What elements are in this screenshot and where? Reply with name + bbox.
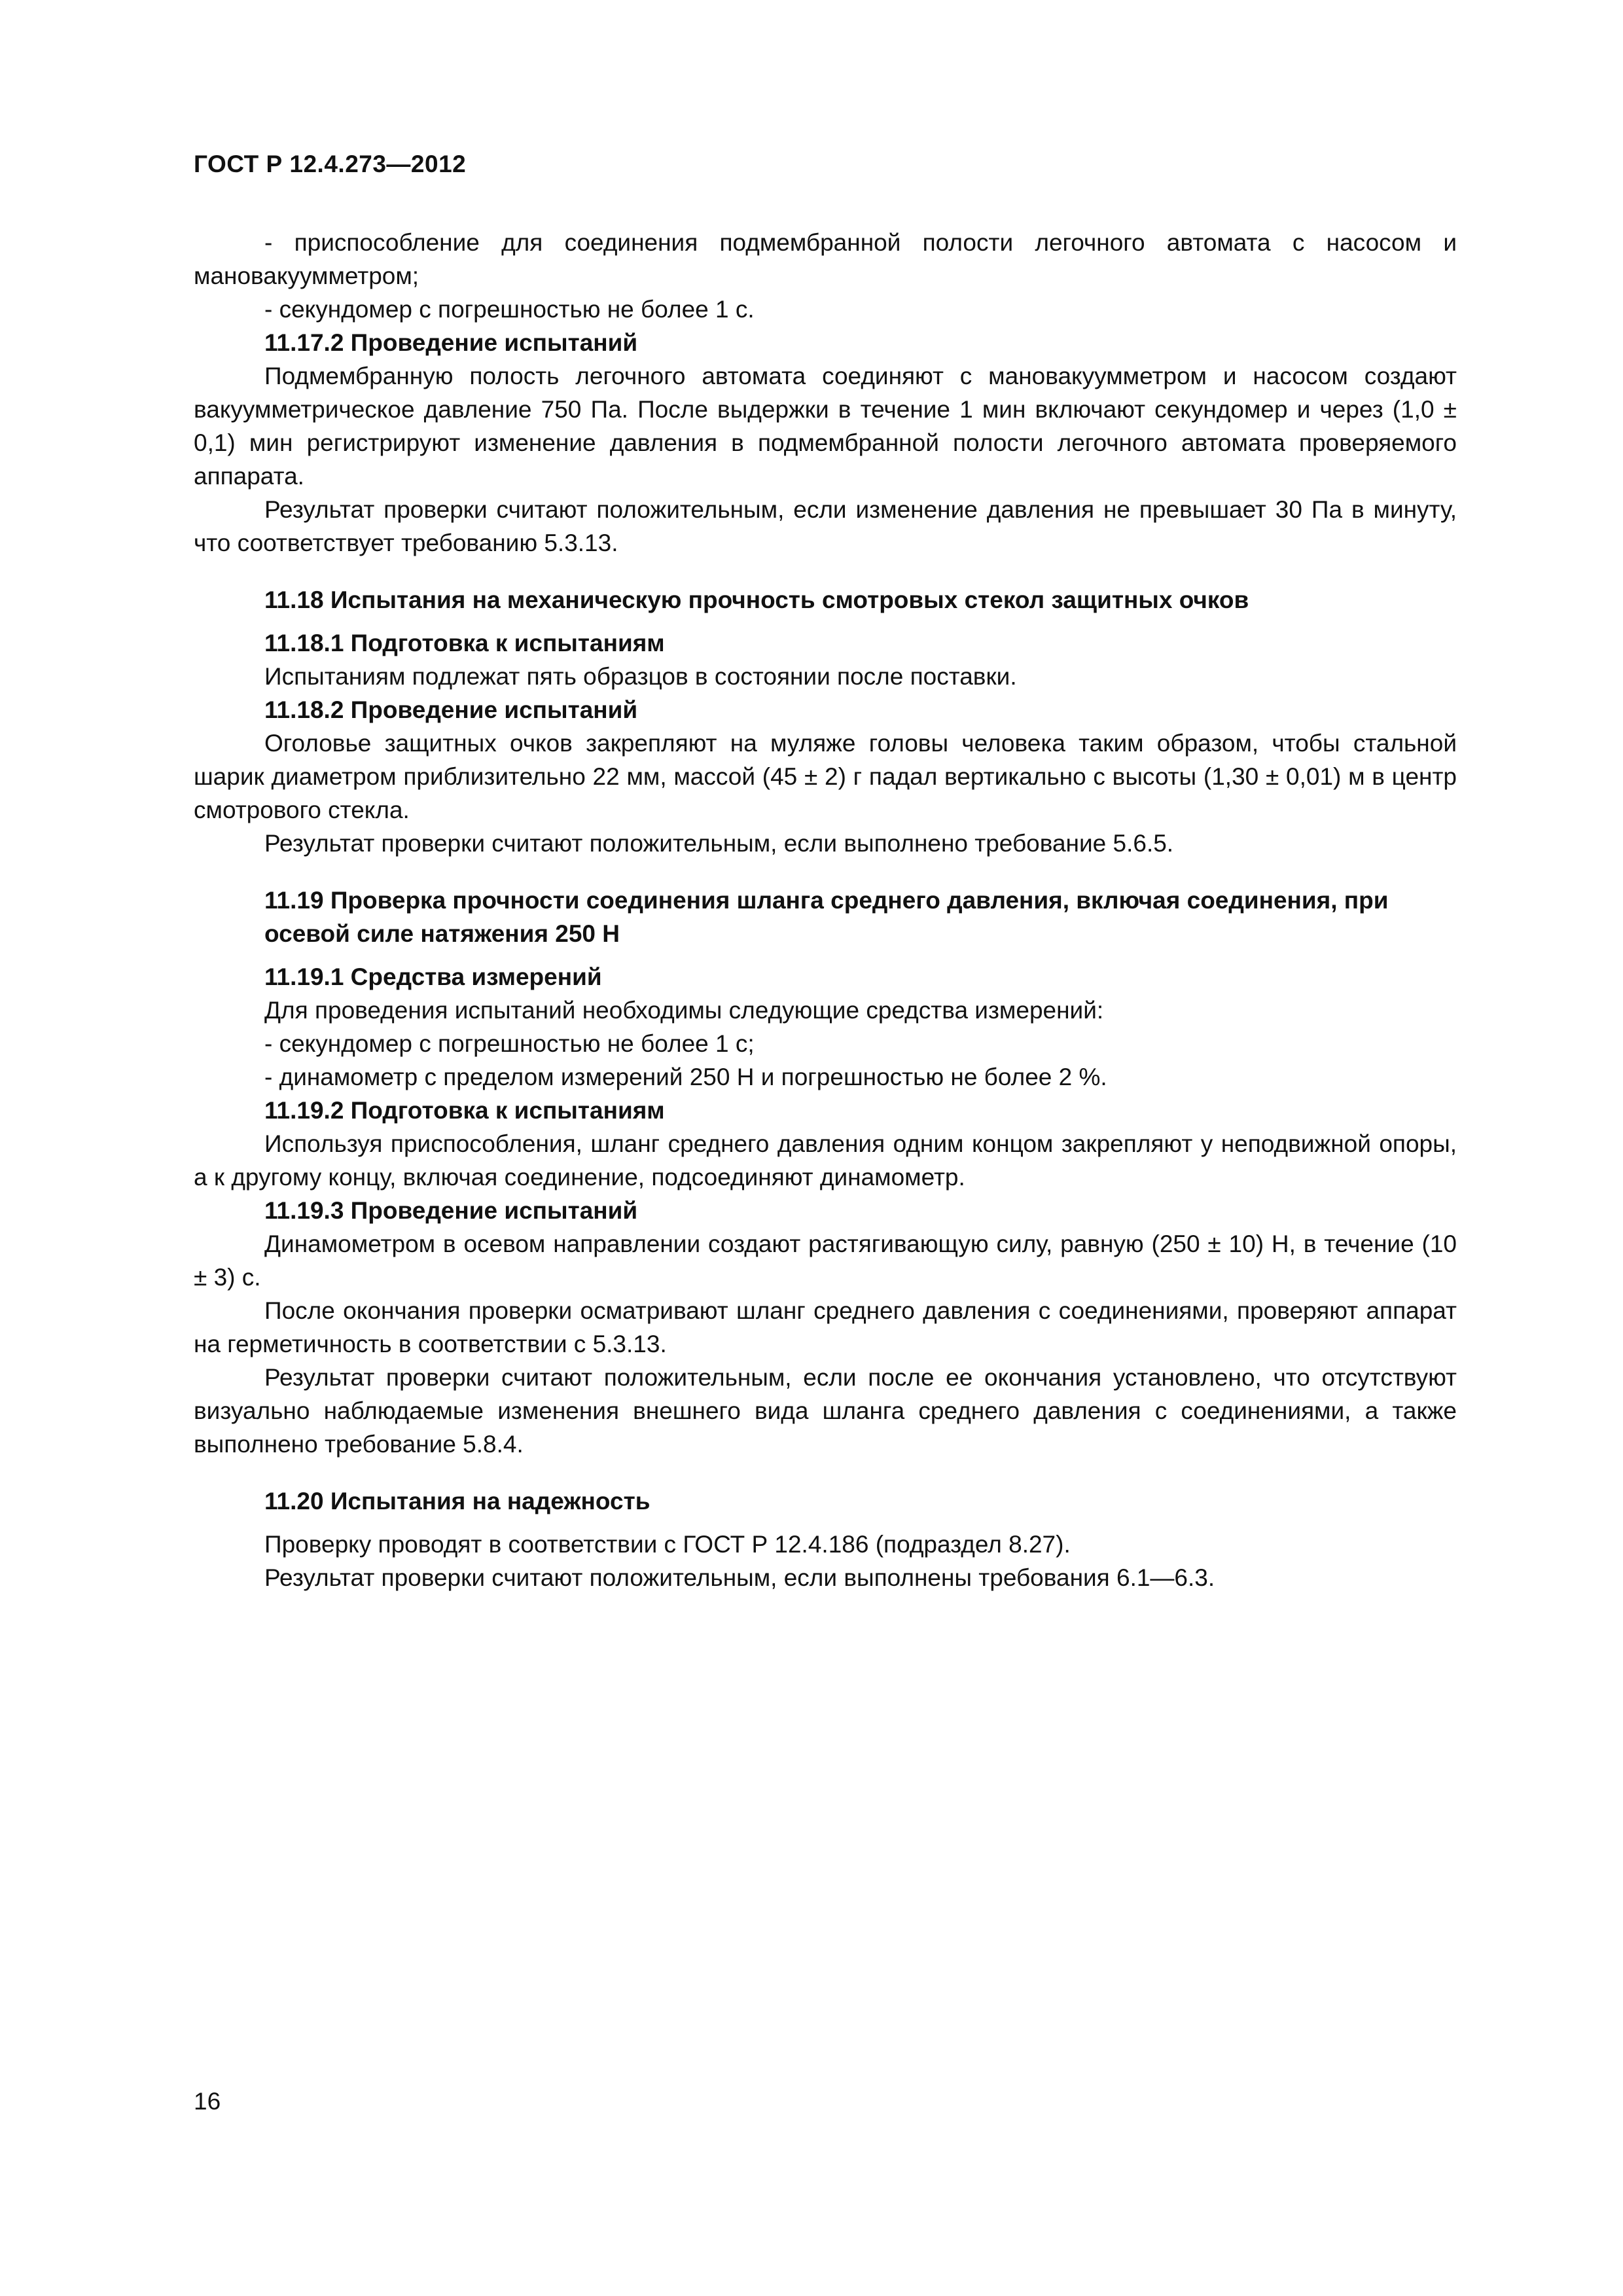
subsection-heading: 11.19.2 Подготовка к испытаниям [264,1097,665,1124]
paragraph: После окончания проверки осматривают шланг среднего давления с соединениями, проверяют аппарат на герметичность в соответствии с 5.3.13. [194,1297,1457,1357]
page-number: 16 [194,2088,221,2115]
paragraph: Динамометром в осевом направлении создают растягивающую силу, равную (250 ± 10) Н, в течение (10 ± 3) с. [194,1230,1457,1291]
subsection-heading: 11.17.2 Проведение испытаний [264,329,638,356]
paragraph: Испытаниям подлежат пять образцов в состоянии после поставки. [264,663,1017,690]
paragraph: Результат проверки считают положительным, если изменение давления не превышает 30 Па в минуту, что соответствует требованию 5.3.13. [194,496,1457,556]
paragraph: Проверку проводят в соответствии с ГОСТ Р 12.4.186 (подраздел 8.27). [264,1531,1071,1558]
document-body [194,226,1457,1594]
paragraph: Оголовье защитных очков закрепляют на муляже головы человека таким образом, чтобы стальной шарик диаметром приблизительно 22 мм, массой (45 ± 2) г падал вертикально с высоты (1,30 ± 0,01) м в центр смотрового стекла. [194,730,1457,823]
paragraph: Используя приспособления, шланг среднего давления одним концом закрепляют у неподвижной опоры, а к другому концу, включая соединение, подсоединяют динамометр. [194,1130,1457,1191]
paragraph: - приспособление для соединения подмембранной полости легочного автомата с насосом и мановакуумметром; [194,229,1457,289]
paragraph: Результат проверки считают положительным, если выполнены требования 6.1—6.3. [264,1564,1215,1591]
document-header: ГОСТ Р 12.4.273—2012 [194,151,467,177]
paragraph: Результат проверки считают положительным, если выполнено требование 5.6.5. [264,830,1174,857]
subsection-heading: 11.18.2 Проведение испытаний [264,696,638,723]
list-item: - динамометр с пределом измерений 250 Н и погрешностью не более 2 %. [264,1064,1107,1090]
list-item: - секундомер с погрешностью не более 1 с; [264,1030,755,1057]
section-heading: 11.19 Проверка прочности соединения шланга среднего давления, включая соединения, при осевой силе натяжения 250 Н [264,887,1389,947]
paragraph: Подмембранную полость легочного автомата соединяют с мановакуумметром и насосом создают вакуумметрическое давление 750 Па. После выдержки в течение 1 мин включают секундомер и через (1,0 ± 0,1) мин регистрируют изменение давления в подмембранной полости легочного автомата проверяемого аппарата. [194,363,1457,490]
section-heading: 11.18 Испытания на механическую прочность смотровых стекол защитных очков [264,586,1249,613]
section-heading: 11.20 Испытания на надежность [264,1488,651,1515]
paragraph: - секундомер с погрешностью не более 1 с. [264,296,755,323]
subsection-heading: 11.18.1 Подготовка к испытаниям [264,630,665,656]
paragraph: Для проведения испытаний необходимы следующие средства измерений: [264,997,1104,1024]
paragraph: Результат проверки считают положительным, если после ее окончания установлено, что отсутствуют визуально наблюдаемые изменения внешнего вида шланга среднего давления с соединениями, а также выполнено требование 5.8.4. [194,1364,1457,1458]
subsection-heading: 11.19.1 Средства измерений [264,963,602,990]
subsection-heading: 11.19.3 Проведение испытаний [264,1197,638,1224]
